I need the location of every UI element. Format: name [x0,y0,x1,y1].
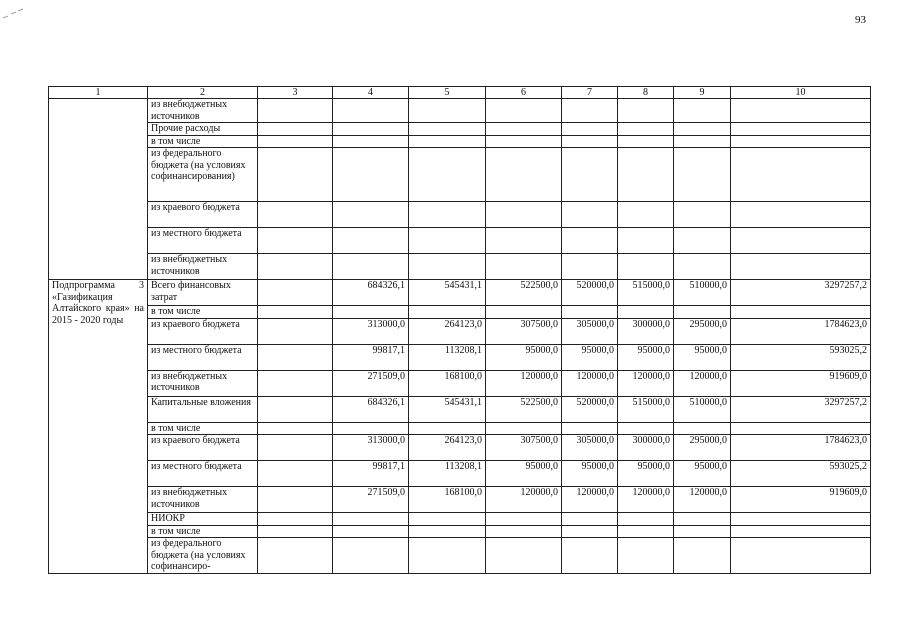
value-cell-col-7 [562,148,618,202]
table-row [49,280,871,306]
value-cell-col-6: 522500,0 [486,280,562,306]
value-cell-col-7: 520000,0 [562,280,618,306]
value-cell-col-10 [731,135,871,148]
value-cell-col-3 [258,344,333,370]
column-header-6: 6 [486,87,562,99]
value-cell-col-5 [409,99,486,123]
value-cell-col-10 [731,306,871,319]
value-cell-col-8 [618,422,674,435]
value-cell-col-4 [333,306,409,319]
value-cell-col-7 [562,123,618,136]
value-cell-col-3 [258,487,333,513]
value-cell-col-8: 95000,0 [618,461,674,487]
page-number: 93 [855,14,866,26]
value-cell-col-3 [258,513,333,526]
value-cell-col-5 [409,135,486,148]
value-cell-col-8 [618,525,674,538]
value-cell-col-8 [618,513,674,526]
value-cell-col-9 [674,538,731,574]
value-cell-col-4 [333,422,409,435]
value-cell-col-8: 120000,0 [618,370,674,396]
value-cell-col-5 [409,123,486,136]
table-row [49,123,871,136]
value-cell-col-6: 95000,0 [486,344,562,370]
value-cell-col-7: 305000,0 [562,435,618,461]
value-cell-col-6 [486,148,562,202]
value-cell-col-3 [258,396,333,422]
value-cell-col-3 [258,202,333,228]
value-cell-col-10: 1784623,0 [731,318,871,344]
row-label: из федерального бюджета (на условиях софинансирования) [148,148,258,202]
table-row [49,135,871,148]
value-cell-col-9: 510000,0 [674,396,731,422]
value-cell-col-8 [618,254,674,280]
value-cell-col-6 [486,202,562,228]
column-header-4: 4 [333,87,409,99]
value-cell-col-4: 313000,0 [333,318,409,344]
value-cell-col-9: 95000,0 [674,344,731,370]
table-row [49,435,871,461]
value-cell-col-8: 515000,0 [618,280,674,306]
value-cell-col-10 [731,123,871,136]
row-label: из местного бюджета [148,228,258,254]
row-label: в том числе [148,525,258,538]
value-cell-col-7: 120000,0 [562,370,618,396]
row-label: НИОКР [148,513,258,526]
header-row [49,87,871,99]
value-cell-col-9 [674,306,731,319]
value-cell-col-4: 313000,0 [333,435,409,461]
value-cell-col-9 [674,135,731,148]
table-row [49,99,871,123]
value-cell-col-10 [731,525,871,538]
row-label: из краевого бюджета [148,318,258,344]
value-cell-col-10: 919609,0 [731,487,871,513]
value-cell-col-3 [258,538,333,574]
row-label: из внебюджетных источников [148,99,258,123]
value-cell-col-4: 271509,0 [333,487,409,513]
value-cell-col-5 [409,538,486,574]
value-cell-col-9 [674,228,731,254]
value-cell-col-9: 510000,0 [674,280,731,306]
row-label: Всего финансовых затрат [148,280,258,306]
value-cell-col-9: 95000,0 [674,461,731,487]
row-label: из краевого бюджета [148,202,258,228]
value-cell-col-4 [333,538,409,574]
table-row [49,538,871,574]
value-cell-col-6: 120000,0 [486,487,562,513]
value-cell-col-5: 545431,1 [409,280,486,306]
value-cell-col-4: 99817,1 [333,344,409,370]
column-header-2: 2 [148,87,258,99]
value-cell-col-10: 593025,2 [731,344,871,370]
row-label: из местного бюджета [148,461,258,487]
value-cell-col-6 [486,422,562,435]
value-cell-col-3 [258,280,333,306]
value-cell-col-5 [409,306,486,319]
value-cell-col-3 [258,135,333,148]
value-cell-col-4 [333,254,409,280]
row-label: из местного бюджета [148,344,258,370]
value-cell-col-3 [258,461,333,487]
value-cell-col-9: 120000,0 [674,487,731,513]
value-cell-col-9: 295000,0 [674,435,731,461]
row-label: Капитальные вложения [148,396,258,422]
value-cell-col-3 [258,148,333,202]
row-label: из внебюджетных источников [148,254,258,280]
value-cell-col-6 [486,135,562,148]
row-label: Прочие расходы [148,123,258,136]
value-cell-col-10: 919609,0 [731,370,871,396]
value-cell-col-3 [258,525,333,538]
value-cell-col-8 [618,135,674,148]
value-cell-col-3 [258,435,333,461]
value-cell-col-8 [618,228,674,254]
value-cell-col-7: 95000,0 [562,461,618,487]
value-cell-col-5 [409,525,486,538]
value-cell-col-10 [731,254,871,280]
value-cell-col-5: 113208,1 [409,344,486,370]
column-header-10: 10 [731,87,871,99]
value-cell-col-9 [674,513,731,526]
value-cell-col-4: 684326,1 [333,280,409,306]
value-cell-col-7 [562,254,618,280]
table-row [49,422,871,435]
value-cell-col-8 [618,202,674,228]
row-label: из федерального бюджета (на условиях софинансиро- [148,538,258,574]
value-cell-col-9: 295000,0 [674,318,731,344]
table-row [49,306,871,319]
value-cell-col-6 [486,228,562,254]
value-cell-col-10: 593025,2 [731,461,871,487]
value-cell-col-5 [409,202,486,228]
value-cell-col-7 [562,513,618,526]
value-cell-col-7: 120000,0 [562,487,618,513]
value-cell-col-10: 3297257,2 [731,396,871,422]
value-cell-col-9 [674,99,731,123]
value-cell-col-9: 120000,0 [674,370,731,396]
value-cell-col-9 [674,123,731,136]
value-cell-col-8: 95000,0 [618,344,674,370]
column-header-3: 3 [258,87,333,99]
row-label: в том числе [148,422,258,435]
value-cell-col-7: 520000,0 [562,396,618,422]
table-body [49,99,871,574]
row-label: в том числе [148,306,258,319]
value-cell-col-8: 300000,0 [618,318,674,344]
column-header-5: 5 [409,87,486,99]
value-cell-col-10 [731,99,871,123]
value-cell-col-3 [258,228,333,254]
value-cell-col-5: 264123,0 [409,435,486,461]
value-cell-col-7: 95000,0 [562,344,618,370]
value-cell-col-4 [333,513,409,526]
value-cell-col-7 [562,422,618,435]
row-label: из внебюджетных источников [148,487,258,513]
row-label: в том числе [148,135,258,148]
value-cell-col-4 [333,135,409,148]
value-cell-col-5 [409,513,486,526]
value-cell-col-9 [674,202,731,228]
value-cell-col-5 [409,422,486,435]
table-row [49,318,871,344]
value-cell-col-10 [731,228,871,254]
value-cell-col-9 [674,148,731,202]
value-cell-col-6 [486,513,562,526]
value-cell-col-9 [674,525,731,538]
column-header-8: 8 [618,87,674,99]
value-cell-col-3 [258,306,333,319]
value-cell-col-6 [486,538,562,574]
value-cell-col-8 [618,99,674,123]
table-row [49,228,871,254]
value-cell-col-7 [562,538,618,574]
value-cell-col-7 [562,99,618,123]
value-cell-col-5 [409,228,486,254]
value-cell-col-4 [333,123,409,136]
value-cell-col-6: 307500,0 [486,318,562,344]
table-row [49,344,871,370]
table-row [49,370,871,396]
value-cell-col-10: 1784623,0 [731,435,871,461]
table-row [49,254,871,280]
table-row [49,148,871,202]
value-cell-col-10 [731,202,871,228]
value-cell-col-5: 264123,0 [409,318,486,344]
table-row [49,487,871,513]
column-header-7: 7 [562,87,618,99]
table-row [49,396,871,422]
value-cell-col-7: 305000,0 [562,318,618,344]
value-cell-col-5 [409,148,486,202]
table-row [49,461,871,487]
table-row [49,513,871,526]
value-cell-col-7 [562,228,618,254]
value-cell-col-8: 300000,0 [618,435,674,461]
subprogram-name-cell: Подпрограмма 3 «Газификация Алтайского края» на 2015 - 2020 годы [49,280,148,574]
value-cell-col-5 [409,254,486,280]
value-cell-col-10: 3297257,2 [731,280,871,306]
value-cell-col-9 [674,422,731,435]
value-cell-col-6: 522500,0 [486,396,562,422]
value-cell-col-4 [333,525,409,538]
row-label: из внебюджетных источников [148,370,258,396]
value-cell-col-10 [731,422,871,435]
value-cell-col-5: 545431,1 [409,396,486,422]
program-cell-empty [49,99,148,280]
value-cell-col-6 [486,123,562,136]
value-cell-col-6 [486,306,562,319]
value-cell-col-8 [618,538,674,574]
value-cell-col-8 [618,123,674,136]
value-cell-col-3 [258,254,333,280]
value-cell-col-4 [333,202,409,228]
budget-table [48,86,871,574]
value-cell-col-3 [258,318,333,344]
value-cell-col-8: 120000,0 [618,487,674,513]
value-cell-col-4: 271509,0 [333,370,409,396]
value-cell-col-8 [618,306,674,319]
value-cell-col-4 [333,148,409,202]
value-cell-col-3 [258,422,333,435]
value-cell-col-6 [486,254,562,280]
value-cell-col-10 [731,148,871,202]
value-cell-col-4: 684326,1 [333,396,409,422]
value-cell-col-8: 515000,0 [618,396,674,422]
value-cell-col-6 [486,99,562,123]
value-cell-col-5: 168100,0 [409,370,486,396]
column-header-9: 9 [674,87,731,99]
value-cell-col-7 [562,525,618,538]
value-cell-col-6: 95000,0 [486,461,562,487]
value-cell-col-7 [562,202,618,228]
value-cell-col-7 [562,306,618,319]
column-header-1: 1 [49,87,148,99]
row-label: из краевого бюджета [148,435,258,461]
value-cell-col-10 [731,538,871,574]
value-cell-col-5: 168100,0 [409,487,486,513]
value-cell-col-6 [486,525,562,538]
value-cell-col-6: 120000,0 [486,370,562,396]
value-cell-col-3 [258,123,333,136]
table-row [49,202,871,228]
value-cell-col-4 [333,99,409,123]
value-cell-col-3 [258,99,333,123]
value-cell-col-10 [731,513,871,526]
value-cell-col-4: 99817,1 [333,461,409,487]
scan-artifact-mark [2,8,24,20]
value-cell-col-6: 307500,0 [486,435,562,461]
value-cell-col-5: 113208,1 [409,461,486,487]
value-cell-col-7 [562,135,618,148]
value-cell-col-8 [618,148,674,202]
table-row [49,525,871,538]
value-cell-col-9 [674,254,731,280]
value-cell-col-3 [258,370,333,396]
value-cell-col-4 [333,228,409,254]
